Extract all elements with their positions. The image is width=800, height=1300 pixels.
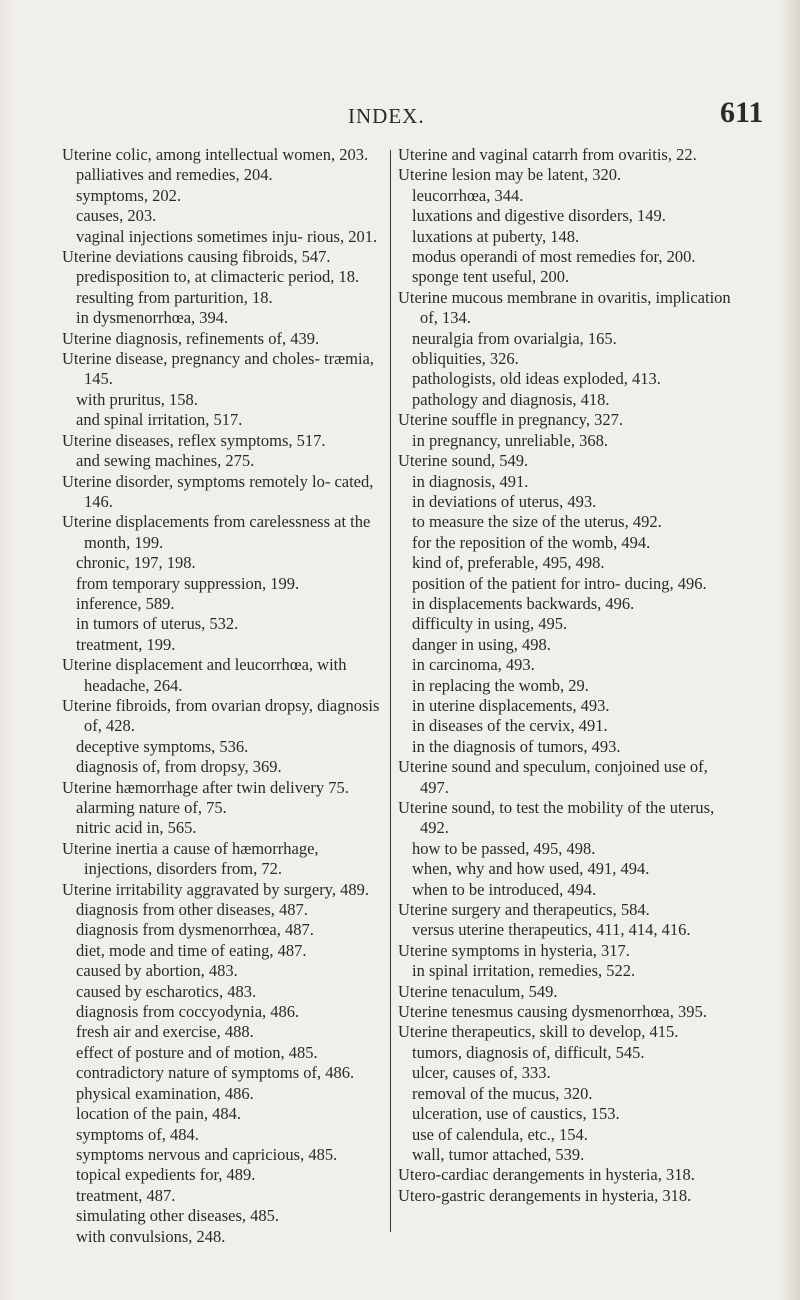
index-entry: Utero-gastric derangements in hysteria, 318. bbox=[398, 1185, 692, 1205]
index-entry: Uterine souffle in pregnancy, 327. bbox=[398, 410, 623, 430]
page-header bbox=[0, 96, 800, 132]
index-subentry: diet, mode and time of eating, 487. bbox=[76, 940, 307, 960]
index-subentry: when, why and how used, 491, 494. bbox=[412, 859, 650, 879]
page-right-edge bbox=[778, 0, 800, 1300]
index-subentry: neuralgia from ovarialgia, 165. bbox=[412, 328, 617, 348]
index-entry: Uterine displacements from carelessness at the month, 199. bbox=[62, 512, 371, 552]
index-subentry: ulcer, causes of, 333. bbox=[412, 1063, 551, 1083]
index-subentry: with convulsions, 248. bbox=[76, 1226, 226, 1246]
index-entry: Uterine tenesmus causing dysmenorrhœa, 395. bbox=[398, 1002, 707, 1022]
index-subentry: treatment, 199. bbox=[76, 634, 176, 654]
index-subentry: wall, tumor attached, 539. bbox=[412, 1144, 585, 1164]
index-subentry: predisposition to, at climacteric period, 18. bbox=[76, 267, 360, 287]
index-subentry: leucorrhœa, 344. bbox=[412, 185, 524, 205]
index-entry: Uterine sound and speculum, conjoined use of, 497. bbox=[398, 757, 708, 797]
index-entry: Utero-cardiac derangements in hysteria, 318. bbox=[398, 1165, 695, 1185]
page-left-edge bbox=[0, 0, 12, 1300]
index-subentry: treatment, 487. bbox=[76, 1185, 176, 1205]
index-subentry: versus uterine therapeutics, 411, 414, 416. bbox=[412, 920, 691, 940]
index-subentry: to measure the size of the uterus, 492. bbox=[412, 512, 662, 532]
page-number: 611 bbox=[720, 96, 764, 129]
page-title: INDEX. bbox=[348, 104, 425, 128]
index-entry: Uterine lesion may be latent, 320. bbox=[398, 165, 622, 185]
index-subentry: pathology and diagnosis, 418. bbox=[412, 389, 610, 409]
index-subentry: in spinal irritation, remedies, 522. bbox=[412, 961, 636, 981]
index-subentry: in diagnosis, 491. bbox=[412, 471, 529, 491]
index-subentry: resulting from parturition, 18. bbox=[76, 287, 273, 307]
index-subentry: for the reposition of the womb, 494. bbox=[412, 532, 651, 552]
index-subentry: diagnosis from dysmenorrhœa, 487. bbox=[76, 920, 314, 940]
index-subentry: fresh air and exercise, 488. bbox=[76, 1022, 254, 1042]
index-subentry: topical expedients for, 489. bbox=[76, 1165, 256, 1185]
index-entry: Uterine and vaginal catarrh from ovaritis, 22. bbox=[398, 145, 697, 164]
index-entry: Uterine irritability aggravated by surgery, 489. bbox=[62, 879, 369, 899]
index-entry: Uterine diagnosis, refinements of, 439. bbox=[62, 328, 320, 348]
index-subentry: sponge tent useful, 200. bbox=[412, 267, 570, 287]
index-subentry: and spinal irritation, 517. bbox=[76, 410, 243, 430]
index-subentry: simulating other diseases, 485. bbox=[76, 1206, 280, 1226]
index-subentry: physical examination, 486. bbox=[76, 1083, 254, 1103]
index-column-left bbox=[62, 145, 387, 1247]
index-subentry: in displacements backwards, 496. bbox=[412, 593, 635, 613]
index-entry: Uterine inertia a cause of hæmorrhage, injections, disorders from, 72. bbox=[62, 838, 319, 879]
index-subentry: in tumors of uterus, 532. bbox=[76, 614, 239, 634]
index-subentry: caused by escharotics, 483. bbox=[76, 981, 257, 1001]
index-entry: Uterine surgery and therapeutics, 584. bbox=[398, 900, 650, 920]
index-subentry: modus operandi of most remedies for, 200. bbox=[412, 247, 696, 267]
index-subentry: luxations at puberty, 148. bbox=[412, 226, 580, 246]
index-subentry: deceptive symptoms, 536. bbox=[76, 736, 249, 756]
index-entry: Uterine sound, to test the mobility of the uterus, 492. bbox=[398, 798, 715, 838]
index-entry: Uterine diseases, reflex symptoms, 517. bbox=[62, 430, 326, 450]
index-column-right bbox=[398, 145, 738, 1206]
index-subentry: diagnosis from other diseases, 487. bbox=[76, 900, 308, 920]
index-subentry: alarming nature of, 75. bbox=[76, 798, 227, 817]
index-subentry: danger in using, 498. bbox=[412, 634, 551, 654]
index-subentry: in replacing the womb, 29. bbox=[412, 675, 589, 695]
index-entry: Uterine mucous membrane in ovaritis, implication of, 134. bbox=[398, 287, 731, 328]
index-entry: Uterine hæmorrhage after twin delivery 75. bbox=[62, 777, 349, 797]
index-subentry: ulceration, use of caustics, 153. bbox=[412, 1104, 620, 1124]
index-subentry: luxations and digestive disorders, 149. bbox=[412, 206, 666, 226]
index-subentry: contradictory nature of symptoms of, 486. bbox=[76, 1063, 355, 1083]
index-subentry: nitric acid in, 565. bbox=[76, 818, 197, 838]
index-subentry: in carcinoma, 493. bbox=[412, 655, 535, 675]
index-subentry: pathologists, old ideas exploded, 413. bbox=[412, 369, 661, 389]
index-subentry: symptoms nervous and capricious, 485. bbox=[76, 1144, 338, 1164]
index-subentry: caused by abortion, 483. bbox=[76, 961, 238, 981]
index-entry: Uterine disorder, symptoms remotely lo- cated, 146. bbox=[62, 471, 374, 511]
index-subentry: kind of, preferable, 495, 498. bbox=[412, 553, 605, 573]
index-subentry: removal of the mucus, 320. bbox=[412, 1083, 593, 1103]
index-subentry: use of calendula, etc., 154. bbox=[412, 1124, 588, 1144]
index-subentry: effect of posture and of motion, 485. bbox=[76, 1042, 318, 1062]
index-subentry: difficulty in using, 495. bbox=[412, 614, 568, 634]
index-entry: Uterine disease, pregnancy and choles- træmia, 145. bbox=[62, 349, 375, 389]
index-subentry: in diseases of the cervix, 491. bbox=[412, 716, 608, 736]
index-entry: Uterine displacement and leucorrhœa, with headache, 264. bbox=[62, 655, 347, 695]
index-subentry: symptoms, 202. bbox=[76, 185, 181, 205]
index-subentry: vaginal injections sometimes inju- rious, 201. bbox=[76, 226, 378, 246]
index-subentry: inference, 589. bbox=[76, 593, 175, 613]
index-subentry: causes, 203. bbox=[76, 206, 157, 226]
index-subentry: in the diagnosis of tumors, 493. bbox=[412, 736, 621, 756]
index-subentry: in pregnancy, unreliable, 368. bbox=[412, 430, 608, 450]
index-subentry: position of the patient for intro- ducing, 496. bbox=[412, 573, 707, 593]
index-subentry: in dysmenorrhœa, 394. bbox=[76, 308, 229, 328]
index-subentry: how to be passed, 495, 498. bbox=[412, 838, 596, 858]
index-entry: Uterine symptoms in hysteria, 317. bbox=[398, 940, 630, 960]
index-subentry: and sewing machines, 275. bbox=[76, 451, 255, 471]
index-subentry: with pruritus, 158. bbox=[76, 389, 198, 409]
index-subentry: symptoms of, 484. bbox=[76, 1124, 199, 1144]
index-subentry: tumors, diagnosis of, difficult, 545. bbox=[412, 1042, 645, 1062]
column-divider bbox=[390, 150, 391, 1232]
index-entry: Uterine sound, 549. bbox=[398, 451, 529, 471]
index-subentry: in deviations of uterus, 493. bbox=[412, 491, 597, 511]
index-subentry: diagnosis of, from dropsy, 369. bbox=[76, 757, 282, 777]
index-entry: Uterine therapeutics, skill to develop, 415. bbox=[398, 1022, 679, 1042]
index-entry: Uterine colic, among intellectual women, 203. bbox=[62, 145, 369, 164]
index-subentry: location of the pain, 484. bbox=[76, 1104, 241, 1124]
index-subentry: diagnosis from coccyodynia, 486. bbox=[76, 1002, 300, 1022]
index-subentry: from temporary suppression, 199. bbox=[76, 573, 300, 593]
index-subentry: obliquities, 326. bbox=[412, 349, 519, 369]
index-subentry: in uterine displacements, 493. bbox=[412, 695, 610, 715]
index-subentry: palliatives and remedies, 204. bbox=[76, 165, 273, 185]
index-subentry: chronic, 197, 198. bbox=[76, 553, 196, 573]
index-entry: Uterine tenaculum, 549. bbox=[398, 981, 558, 1001]
index-entry: Uterine fibroids, from ovarian dropsy, diagnosis of, 428. bbox=[62, 695, 380, 736]
index-subentry: when to be introduced, 494. bbox=[412, 879, 597, 899]
index-entry: Uterine deviations causing fibroids, 547. bbox=[62, 247, 331, 267]
